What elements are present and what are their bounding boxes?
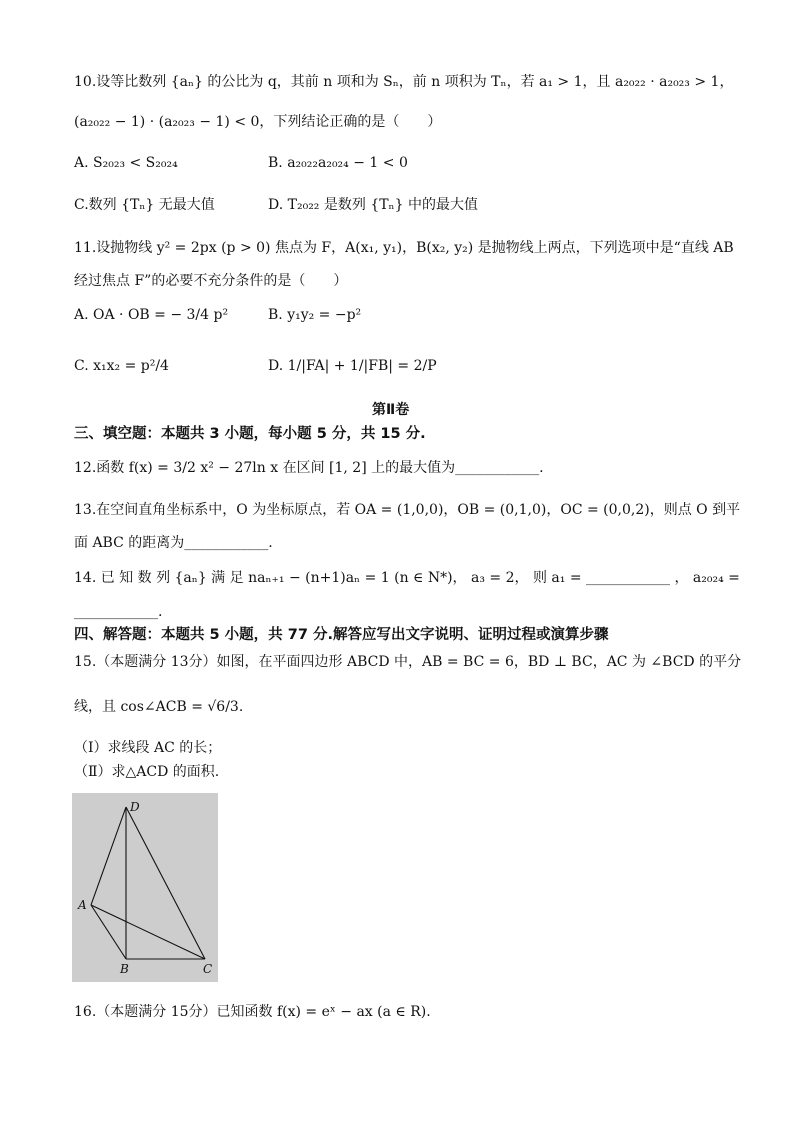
problem-10-line1: 10.设等比数列 {aₙ} 的公比为 q，其前 n 项和为 Sₙ，前 n 项积为 Tₙ，若 a₁ > 1，且 a₂₀₂₂ · a₂₀₂₃ > 1， xyxy=(74,74,734,90)
problem-10-option-d: D. T₂₀₂₂ 是数列 {Tₙ} 中的最大值 xyxy=(268,197,478,213)
problem-10-option-b: B. a₂₀₂₂a₂₀₂₄ − 1 < 0 xyxy=(268,155,408,171)
vertex-d-label: D xyxy=(130,800,140,814)
problem-11-option-c: C. x₁x₂ = p²/4 xyxy=(74,358,169,374)
problem-11-line1: 11.设抛物线 y² = 2px (p > 0) 焦点为 F，A(x₁, y₁)，B(x₂, y₂) 是抛物线上两点，下列选项中是“直线 AB xyxy=(74,240,734,256)
geometry-figure xyxy=(72,793,218,982)
problem-13-line2: 面 ABC 的距离为____________. xyxy=(74,535,273,551)
vertex-a-label: A xyxy=(78,898,87,912)
problem-11-option-b: B. y₁y₂ = −p² xyxy=(268,307,362,323)
problem-10-option-a: A. S₂₀₂₃ < S₂₀₂₄ xyxy=(74,155,178,171)
problem-15-line2: 线，且 cos∠ACB = √6/3. xyxy=(74,699,244,715)
problem-14-line2: ____________. xyxy=(74,604,163,620)
segment-da xyxy=(91,807,126,905)
problem-16: 16.（本题满分 15分）已知函数 f(x) = eˣ − ax (a ∈ R). xyxy=(74,1004,431,1020)
problem-15-part-1: （Ⅰ）求线段 AC 的长； xyxy=(74,740,222,756)
problem-10-line2: (a₂₀₂₂ − 1) · (a₂₀₂₃ − 1) < 0，下列结论正确的是（ ） xyxy=(74,114,442,130)
section-3-title: 三、填空题：本题共 3 小题，每小题 5 分，共 15 分. xyxy=(74,426,426,442)
vertex-b-label: B xyxy=(120,962,129,976)
problem-10-option-c: C.数列 {Tₙ} 无最大值 xyxy=(74,197,215,213)
quadrilateral-diagram xyxy=(72,793,218,982)
problem-15-part-2: （Ⅱ）求△ACD 的面积. xyxy=(74,764,220,780)
problem-11-option-a: A. OA · OB = − 3/4 p² xyxy=(74,307,229,323)
volume-2-title: 第Ⅱ卷 xyxy=(372,402,410,418)
segment-dc xyxy=(126,807,205,959)
problem-11-line2: 经过焦点 F”的必要不充分条件的是（ ） xyxy=(74,273,348,289)
problem-12: 12.函数 f(x) = 3/2 x² − 27ln x 在区间 [1, 2] 上的最大值为____________. xyxy=(74,460,544,476)
problem-15-line1: 15.（本题满分 13分）如图，在平面四边形 ABCD 中，AB = BC = 6，BD ⊥ BC，AC 为 ∠BCD 的平分 xyxy=(74,654,742,670)
vertex-c-label: C xyxy=(203,962,213,976)
problem-14-line1: 14. 已 知 数 列 {aₙ} 满 足 naₙ₊₁ − (n+1)aₙ = 1 (n ∈ N*)， a₃ = 2， 则 a₁ = ____________ ， a₂₀₂₄ = xyxy=(74,570,740,586)
problem-13-line1: 13.在空间直角坐标系中，O 为坐标原点，若 OA = (1,0,0)，OB = (0,1,0)，OC = (0,0,2)，则点 O 到平 xyxy=(74,502,741,518)
problem-11-option-d: D. 1/|FA| + 1/|FB| = 2/P xyxy=(268,358,437,374)
section-4-title: 四、解答题：本题共 5 小题，共 77 分.解答应写出文字说明、证明过程或演算步骤 xyxy=(74,627,609,643)
